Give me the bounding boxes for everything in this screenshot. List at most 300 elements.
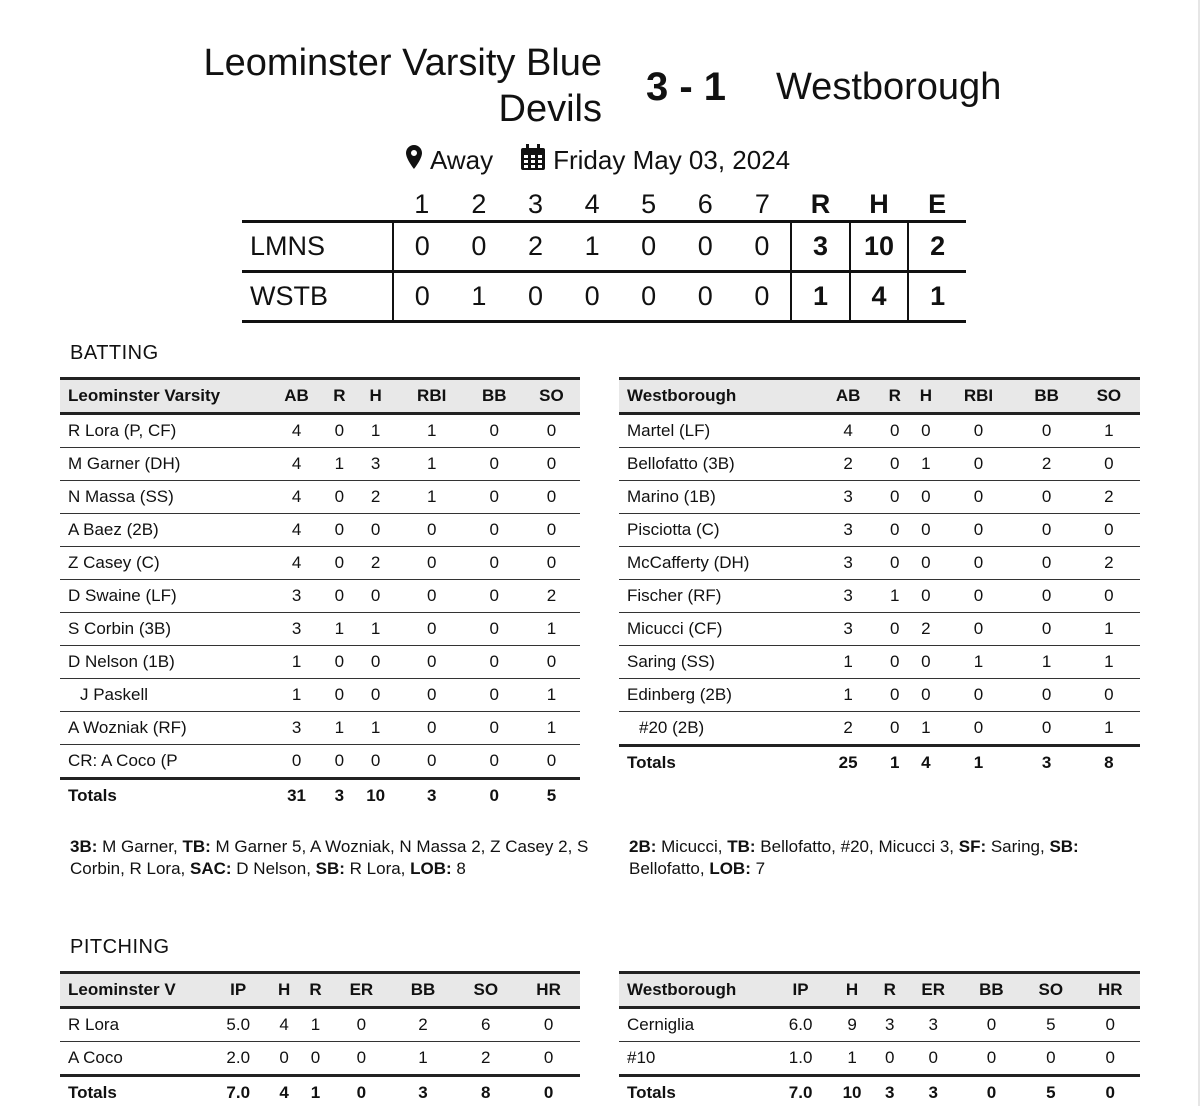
stat-value: 0: [325, 547, 354, 580]
stat-value: 0: [517, 1008, 580, 1042]
stat-value: 1: [354, 613, 398, 646]
player-name: A Baez (2B): [60, 514, 268, 547]
player-row: [619, 712, 1140, 746]
player-row: [60, 414, 580, 448]
player-name: S Corbin (3B): [60, 613, 268, 646]
stat-value: 0: [523, 547, 580, 580]
stat-value: 1: [829, 1042, 875, 1076]
player-name: Fischer (RF): [619, 580, 817, 613]
inning-score: 0: [620, 222, 677, 272]
away-batting-notes: [629, 836, 1139, 880]
stat-value: 0: [1081, 1008, 1140, 1042]
stat-value: 2: [1078, 481, 1140, 514]
totals-value: 0: [466, 779, 523, 813]
player-name: Cerniglia: [619, 1008, 772, 1042]
stat-value: 0: [910, 514, 941, 547]
stat-value: 4: [817, 414, 879, 448]
stat-column-header: H: [354, 379, 398, 414]
stat-column-header: R: [875, 973, 905, 1008]
stat-value: 3: [817, 481, 879, 514]
stat-value: 3: [268, 580, 325, 613]
stat-value: 4: [268, 481, 325, 514]
stat-column-header: HR: [517, 973, 580, 1008]
player-name: D Nelson (1B): [60, 646, 268, 679]
line-score-team: WSTB: [242, 272, 393, 322]
stat-column-header: AB: [268, 379, 325, 414]
player-row: [619, 1042, 1140, 1076]
game-date: Friday May 03, 2024: [553, 144, 790, 176]
player-name: Micucci (CF): [619, 613, 817, 646]
stat-value: 0: [398, 712, 466, 745]
stat-value: 2: [523, 580, 580, 613]
totals-row: [619, 746, 1140, 780]
stat-value: 2: [454, 1042, 517, 1076]
stat-value: 0: [523, 414, 580, 448]
batting-section-title: BATTING: [70, 342, 159, 365]
stat-value: 0: [879, 414, 910, 448]
stat-value: 2: [1016, 448, 1078, 481]
stat-value: 0: [398, 646, 466, 679]
totals-value: 3: [392, 1076, 455, 1109]
stat-value: 0: [1016, 414, 1078, 448]
stat-value: 3: [268, 613, 325, 646]
stat-value: 0: [910, 481, 941, 514]
team-column-header: Westborough: [619, 379, 817, 414]
stat-value: 0: [879, 712, 910, 746]
stat-value: 0: [962, 1008, 1021, 1042]
player-name: R Lora: [60, 1008, 208, 1042]
stat-value: 4: [268, 414, 325, 448]
stat-value: 1: [398, 481, 466, 514]
stat-value: 0: [268, 745, 325, 779]
note-label: 3B:: [70, 837, 97, 856]
stat-value: 0: [1016, 580, 1078, 613]
away-batting-table: [619, 377, 1140, 779]
stat-value: 0: [879, 481, 910, 514]
totals-value: 3: [905, 1076, 962, 1109]
player-row: [60, 514, 580, 547]
inning-score: 0: [734, 222, 792, 272]
stat-value: 0: [941, 481, 1015, 514]
stat-value: 1: [523, 712, 580, 745]
totals-label: Totals: [619, 746, 817, 780]
player-row: [619, 514, 1140, 547]
stat-value: 0: [354, 646, 398, 679]
stat-column-header: IP: [208, 973, 268, 1008]
stat-value: 0: [941, 712, 1015, 746]
stat-value: 0: [331, 1042, 391, 1076]
stat-value: 1: [268, 679, 325, 712]
stat-value: 0: [879, 679, 910, 712]
totals-label: Totals: [60, 779, 268, 813]
stat-value: 0: [354, 679, 398, 712]
totals-value: 31: [268, 779, 325, 813]
stat-column-header: SO: [454, 973, 517, 1008]
game-header: [0, 40, 1200, 140]
totals-value: 7.0: [772, 1076, 829, 1109]
stat-column-header: H: [910, 379, 941, 414]
stat-value: 0: [910, 414, 941, 448]
team-runs: 3: [791, 222, 850, 272]
away-team-name: Westborough: [776, 64, 1001, 110]
player-row: [60, 646, 580, 679]
runs-header: R: [791, 188, 850, 222]
player-row: [619, 547, 1140, 580]
stat-value: 0: [962, 1042, 1021, 1076]
stat-column-header: SO: [1078, 379, 1140, 414]
note-text: Micucci,: [656, 837, 727, 856]
totals-value: 1: [300, 1076, 331, 1109]
totals-value: 0: [331, 1076, 391, 1109]
player-row: [60, 745, 580, 779]
stat-value: 0: [466, 613, 523, 646]
team-column-header: Leominster Varsity: [60, 379, 268, 414]
stat-value: 5: [1021, 1008, 1080, 1042]
totals-value: 0: [1081, 1076, 1140, 1109]
game-meta: [406, 144, 790, 176]
stat-column-header: AB: [817, 379, 879, 414]
stat-value: 0: [398, 745, 466, 779]
note-label: SB:: [316, 859, 345, 878]
player-row: [619, 448, 1140, 481]
totals-value: 8: [1078, 746, 1140, 780]
player-row: [60, 613, 580, 646]
stat-column-header: HR: [1081, 973, 1140, 1008]
location-text: Away: [430, 144, 493, 176]
stat-value: 0: [879, 613, 910, 646]
totals-value: 5: [1021, 1076, 1080, 1109]
totals-value: 10: [354, 779, 398, 813]
stat-column-header: ER: [331, 973, 391, 1008]
stat-column-header: BB: [1016, 379, 1078, 414]
stat-value: 0: [268, 1042, 299, 1076]
stat-value: 2: [910, 613, 941, 646]
stat-column-header: H: [829, 973, 875, 1008]
stat-column-header: SO: [523, 379, 580, 414]
stat-value: 0: [905, 1042, 962, 1076]
totals-value: 1: [941, 746, 1015, 780]
player-name: A Coco: [60, 1042, 208, 1076]
inning-score: 0: [507, 272, 564, 322]
note-text: D Nelson,: [232, 859, 316, 878]
totals-row: [60, 779, 580, 813]
stat-value: 1: [392, 1042, 455, 1076]
line-score-team: LMNS: [242, 222, 393, 272]
stat-value: 0: [1016, 679, 1078, 712]
stat-value: 0: [466, 679, 523, 712]
stat-value: 1: [910, 712, 941, 746]
stat-value: 0: [398, 547, 466, 580]
stat-value: 0: [523, 448, 580, 481]
stat-value: 1: [354, 414, 398, 448]
totals-row: [60, 1076, 580, 1109]
player-name: Pisciotta (C): [619, 514, 817, 547]
totals-value: 25: [817, 746, 879, 780]
totals-value: 4: [268, 1076, 299, 1109]
note-label: SAC:: [190, 859, 232, 878]
stat-value: 1: [354, 712, 398, 745]
stat-value: 0: [466, 414, 523, 448]
note-label: TB:: [727, 837, 755, 856]
player-row: [619, 613, 1140, 646]
team-errors: 2: [908, 222, 966, 272]
inning-score: 1: [564, 222, 621, 272]
home-team-name: Leominster Varsity Blue Devils: [170, 40, 602, 132]
stat-value: 0: [325, 679, 354, 712]
team-column-header: Leominster V: [60, 973, 208, 1008]
stat-value: 1: [268, 646, 325, 679]
stat-value: 0: [523, 646, 580, 679]
note-label: TB:: [182, 837, 210, 856]
stat-value: 3: [875, 1008, 905, 1042]
map-pin-icon: [406, 144, 422, 176]
stat-value: 4: [268, 547, 325, 580]
inning-header: 7: [734, 188, 792, 222]
note-label: LOB:: [410, 859, 452, 878]
player-row: [619, 646, 1140, 679]
stat-column-header: H: [268, 973, 299, 1008]
stat-value: 1: [523, 613, 580, 646]
totals-value: 3: [875, 1076, 905, 1109]
inning-score: 0: [393, 222, 451, 272]
stat-value: 1: [325, 613, 354, 646]
stat-value: 2: [354, 547, 398, 580]
stat-value: 2: [1078, 547, 1140, 580]
stat-value: 0: [941, 580, 1015, 613]
stat-value: 1: [1078, 414, 1140, 448]
note-text: R Lora,: [345, 859, 410, 878]
totals-value: 0: [962, 1076, 1021, 1109]
stat-value: 0: [910, 646, 941, 679]
player-row: [619, 580, 1140, 613]
note-text: M Garner,: [97, 837, 182, 856]
stat-value: 1: [1016, 646, 1078, 679]
stat-value: 2: [392, 1008, 455, 1042]
player-name: M Garner (DH): [60, 448, 268, 481]
stat-value: 0: [1078, 580, 1140, 613]
stat-value: 0: [1016, 613, 1078, 646]
totals-value: 0: [517, 1076, 580, 1109]
stat-value: 1: [1078, 613, 1140, 646]
stat-value: 4: [268, 448, 325, 481]
stat-value: 0: [523, 514, 580, 547]
stat-value: 1: [941, 646, 1015, 679]
inning-score: 0: [677, 272, 734, 322]
player-row: [60, 481, 580, 514]
inning-header: 6: [677, 188, 734, 222]
inning-score: 0: [677, 222, 734, 272]
note-text: Bellofatto,: [629, 859, 709, 878]
stat-value: 4: [268, 514, 325, 547]
totals-value: 3: [325, 779, 354, 813]
player-row: [60, 547, 580, 580]
away-pitching-table: [619, 971, 1140, 1109]
pitching-section-title: PITCHING: [70, 936, 170, 959]
stat-value: 0: [941, 613, 1015, 646]
player-row: [619, 481, 1140, 514]
player-row: [619, 1008, 1140, 1042]
stat-value: 6.0: [772, 1008, 829, 1042]
stat-column-header: R: [879, 379, 910, 414]
totals-row: [619, 1076, 1140, 1109]
inning-header: 3: [507, 188, 564, 222]
player-name: CR: A Coco (P: [60, 745, 268, 779]
stat-column-header: BB: [962, 973, 1021, 1008]
stat-column-header: ER: [905, 973, 962, 1008]
totals-value: 3: [398, 779, 466, 813]
player-name: #20 (2B): [619, 712, 817, 746]
stat-column-header: BB: [466, 379, 523, 414]
stat-value: 0: [941, 414, 1015, 448]
stat-value: 0: [325, 745, 354, 779]
stat-value: 0: [300, 1042, 331, 1076]
note-label: LOB:: [709, 859, 751, 878]
player-name: D Swaine (LF): [60, 580, 268, 613]
stat-value: 0: [354, 514, 398, 547]
player-row: [60, 1008, 580, 1042]
calendar-icon: [521, 144, 545, 177]
stat-value: 1: [817, 646, 879, 679]
player-name: Marino (1B): [619, 481, 817, 514]
stat-column-header: IP: [772, 973, 829, 1008]
stat-value: 3: [817, 514, 879, 547]
stat-value: 0: [941, 448, 1015, 481]
stat-column-header: RBI: [398, 379, 466, 414]
totals-value: 10: [829, 1076, 875, 1109]
totals-label: Totals: [619, 1076, 772, 1109]
home-pitching-table: [60, 971, 580, 1109]
hits-header: H: [850, 188, 909, 222]
stat-value: 0: [1016, 514, 1078, 547]
totals-value: 1: [879, 746, 910, 780]
stat-value: 2.0: [208, 1042, 268, 1076]
stat-value: 0: [879, 448, 910, 481]
stat-value: 0: [325, 646, 354, 679]
stat-value: 3: [268, 712, 325, 745]
stat-value: 1.0: [772, 1042, 829, 1076]
totals-value: 5: [523, 779, 580, 813]
stat-value: 2: [817, 712, 879, 746]
stat-value: 1: [817, 679, 879, 712]
line-score-row: [242, 222, 966, 272]
stat-column-header: SO: [1021, 973, 1080, 1008]
stat-value: 1: [523, 679, 580, 712]
stat-value: 0: [910, 547, 941, 580]
stat-column-header: R: [300, 973, 331, 1008]
stat-value: 0: [879, 646, 910, 679]
stat-value: 0: [466, 580, 523, 613]
stat-value: 0: [398, 613, 466, 646]
totals-value: 8: [454, 1076, 517, 1109]
stat-value: 0: [941, 679, 1015, 712]
player-name: Bellofatto (3B): [619, 448, 817, 481]
stat-value: 3: [817, 547, 879, 580]
team-hits: 10: [850, 222, 909, 272]
stat-value: 0: [466, 448, 523, 481]
stat-value: 0: [325, 580, 354, 613]
stat-value: 0: [941, 514, 1015, 547]
stat-value: 1: [398, 448, 466, 481]
note-label: SF:: [959, 837, 986, 856]
stat-value: 3: [817, 580, 879, 613]
final-score: 3 - 1: [646, 64, 726, 110]
player-name: Z Casey (C): [60, 547, 268, 580]
inning-score: 0: [393, 272, 451, 322]
stat-value: 0: [1078, 514, 1140, 547]
stat-value: 0: [875, 1042, 905, 1076]
inning-score: 1: [451, 272, 508, 322]
player-name: A Wozniak (RF): [60, 712, 268, 745]
player-name: McCafferty (DH): [619, 547, 817, 580]
stat-value: 0: [354, 745, 398, 779]
stat-column-header: RBI: [941, 379, 1015, 414]
stat-value: 0: [466, 712, 523, 745]
inning-score: 0: [620, 272, 677, 322]
stat-value: 0: [331, 1008, 391, 1042]
note-text: Saring,: [986, 837, 1049, 856]
note-text: M Garner 5, A Wozniak, N Massa 2, Z Casey 2, S Corbin, R Lora,: [70, 837, 588, 878]
inning-header: 5: [620, 188, 677, 222]
note-text: 8: [452, 859, 466, 878]
stat-value: 2: [354, 481, 398, 514]
stat-value: 1: [325, 448, 354, 481]
inning-header: 2: [451, 188, 508, 222]
inning-score: 0: [564, 272, 621, 322]
stat-value: 0: [1016, 712, 1078, 746]
totals-value: 4: [910, 746, 941, 780]
inning-header: 1: [393, 188, 451, 222]
player-row: [60, 679, 580, 712]
stat-value: 0: [1078, 448, 1140, 481]
stat-value: 0: [466, 514, 523, 547]
team-hits: 4: [850, 272, 909, 322]
stat-value: 3: [905, 1008, 962, 1042]
stat-value: 3: [817, 613, 879, 646]
stat-column-header: R: [325, 379, 354, 414]
inning-score: 2: [507, 222, 564, 272]
player-name: #10: [619, 1042, 772, 1076]
stat-value: 0: [910, 580, 941, 613]
totals-value: 3: [1016, 746, 1078, 780]
errors-header: E: [908, 188, 966, 222]
stat-value: 0: [325, 481, 354, 514]
stat-value: 0: [1016, 547, 1078, 580]
player-name: J Paskell: [60, 679, 268, 712]
stat-value: 0: [523, 481, 580, 514]
player-name: Saring (SS): [619, 646, 817, 679]
player-name: Edinberg (2B): [619, 679, 817, 712]
stat-value: 0: [466, 547, 523, 580]
stat-value: 0: [1081, 1042, 1140, 1076]
stat-value: 1: [1078, 712, 1140, 746]
player-name: R Lora (P, CF): [60, 414, 268, 448]
stat-value: 0: [398, 679, 466, 712]
note-text: Bellofatto, #20, Micucci 3,: [756, 837, 959, 856]
inning-score: 0: [451, 222, 508, 272]
player-row: [60, 448, 580, 481]
note-label: SB:: [1049, 837, 1078, 856]
home-batting-notes: [70, 836, 590, 880]
stat-value: 9: [829, 1008, 875, 1042]
stat-value: 1: [398, 414, 466, 448]
totals-value: 7.0: [208, 1076, 268, 1109]
stat-column-header: BB: [392, 973, 455, 1008]
totals-label: Totals: [60, 1076, 208, 1109]
home-batting-table: [60, 377, 580, 812]
stat-value: 0: [1078, 679, 1140, 712]
team-runs: 1: [791, 272, 850, 322]
stat-value: 0: [879, 514, 910, 547]
